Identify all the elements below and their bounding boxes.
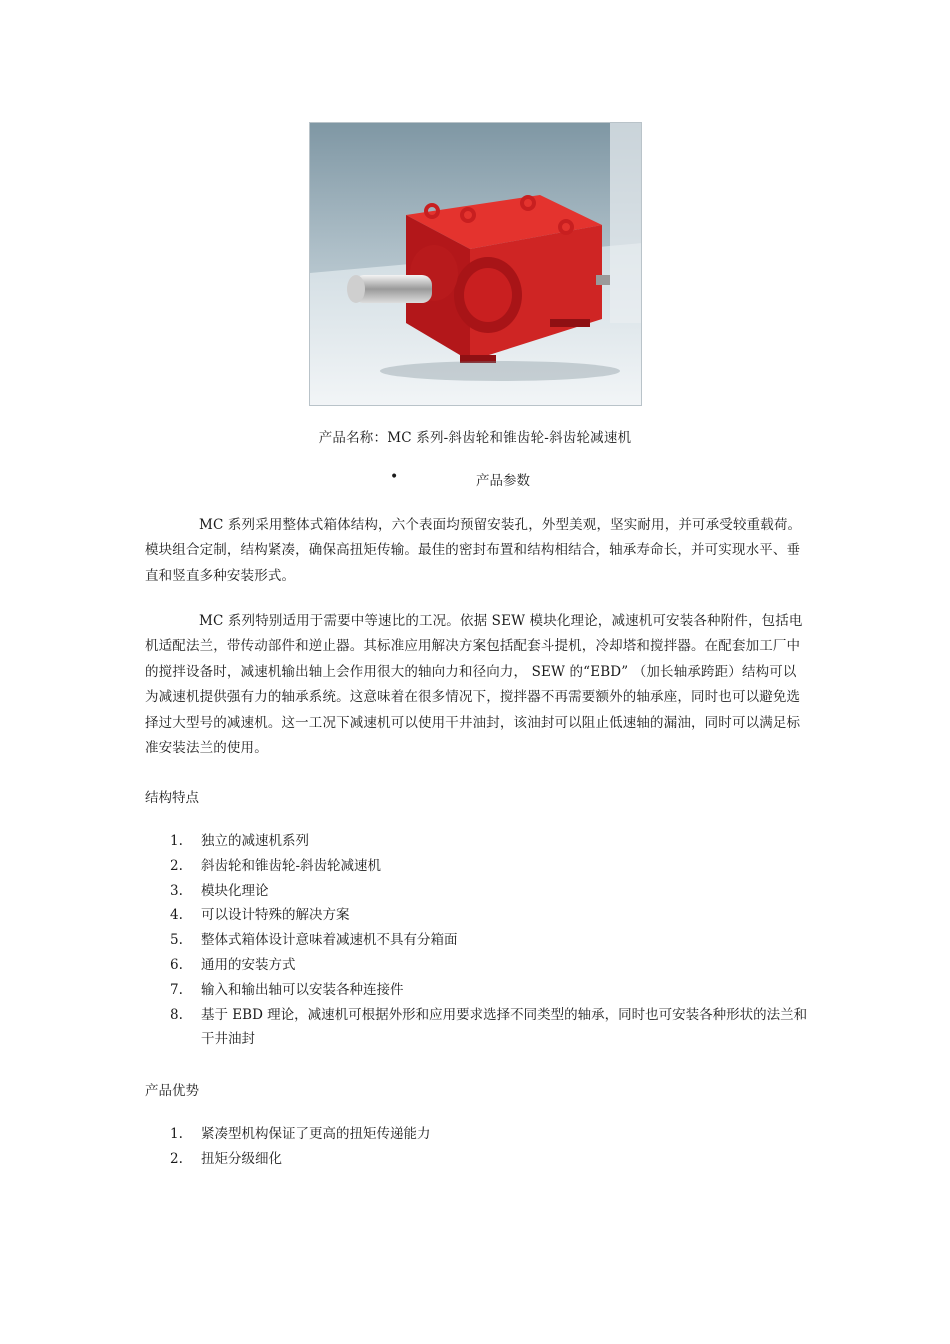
list-text: 基于 EBD 理论，减速机可根据外形和应用要求选择不同类型的轴承，同时也可安装各种形状的法兰和干井油封 [201,1006,808,1048]
list-text: 模块化理论 [201,882,269,899]
list-item [170,978,810,1003]
list-number: 8. [170,1006,183,1023]
list-text: 可以设计特殊的解决方案 [201,907,350,924]
list-text: 通用的安装方式 [201,956,296,973]
list-number: 7. [170,981,183,998]
intro-paragraph-1: MC 系列采用整体式箱体结构，六个表面均预留安装孔，外型美观，坚实耐用，并可承受较重载荷。模块组合定制，结构紧凑，确保高扭矩传输。最佳的密封布置和结构相结合，轴承寿命长，并可实现水平、垂直和竖直多种安装形式。 [145,517,802,584]
list-text: 扭矩分级细化 [201,1150,282,1167]
gear-reducer-image [310,123,642,406]
list-text: 输入和输出轴可以安装各种连接件 [201,981,404,998]
product-photo [309,122,642,406]
list-text: 独立的减速机系列 [201,833,309,849]
product-advantages-list [170,1122,810,1172]
list-item [170,1122,810,1147]
list-number: 3. [170,882,183,899]
list-item [170,1003,810,1053]
heading-structure-features: 结构特点 [145,790,199,806]
list-item [170,879,810,904]
list-text: 整体式箱体设计意味着减速机不具有分箱面 [201,932,458,949]
list-number: 5. [170,932,183,949]
section-label-product-params: 产品参数 [476,473,530,489]
list-item [170,928,810,953]
list-item [170,903,810,928]
bullet-marker: • [390,469,399,485]
list-item [170,854,810,879]
list-number: 2. [170,857,183,874]
structure-features-list [170,829,810,1052]
intro-paragraph-2: MC 系列特别适用于需要中等速比的工况。依据 SEW 模块化理论，减速机可安装各种附件，包括电机适配法兰，带传动部件和逆止器。其标准应用解决方案包括配套斗提机，冷却塔和搅拌器。在配套加工厂中的搅拌设备时，减速机输出轴上会作用很大的轴向力和径向力， SEW 的“EBD” （加长轴承跨距）结构可以为减速机提供强有力的轴承系统。这意味着在很多情况下，搅拌器不再需要额外的轴承座，同时也可以避免选择过大型号的减速机。这一工况下减速机可以使用干井油封，该油封可以阻止低速轴的漏油，同时可以满足标准安装法兰的使用。 [145,613,803,757]
list-number: 4. [170,907,183,924]
list-item [170,953,810,978]
list-number: 6. [170,956,183,973]
list-item [170,829,810,854]
list-text: 紧凑型机构保证了更高的扭矩传递能力 [201,1126,431,1142]
product-name-caption: 产品名称：MC 系列-斜齿轮和锥齿轮-斜齿轮减速机 [318,430,632,446]
heading-product-advantages: 产品优势 [145,1083,199,1099]
list-number: 1. [170,1126,183,1142]
list-text: 斜齿轮和锥齿轮-斜齿轮减速机 [201,857,382,874]
list-number: 2. [170,1150,183,1167]
list-number: 1. [170,833,183,849]
section-bullet [0,469,950,489]
list-item [170,1147,810,1172]
